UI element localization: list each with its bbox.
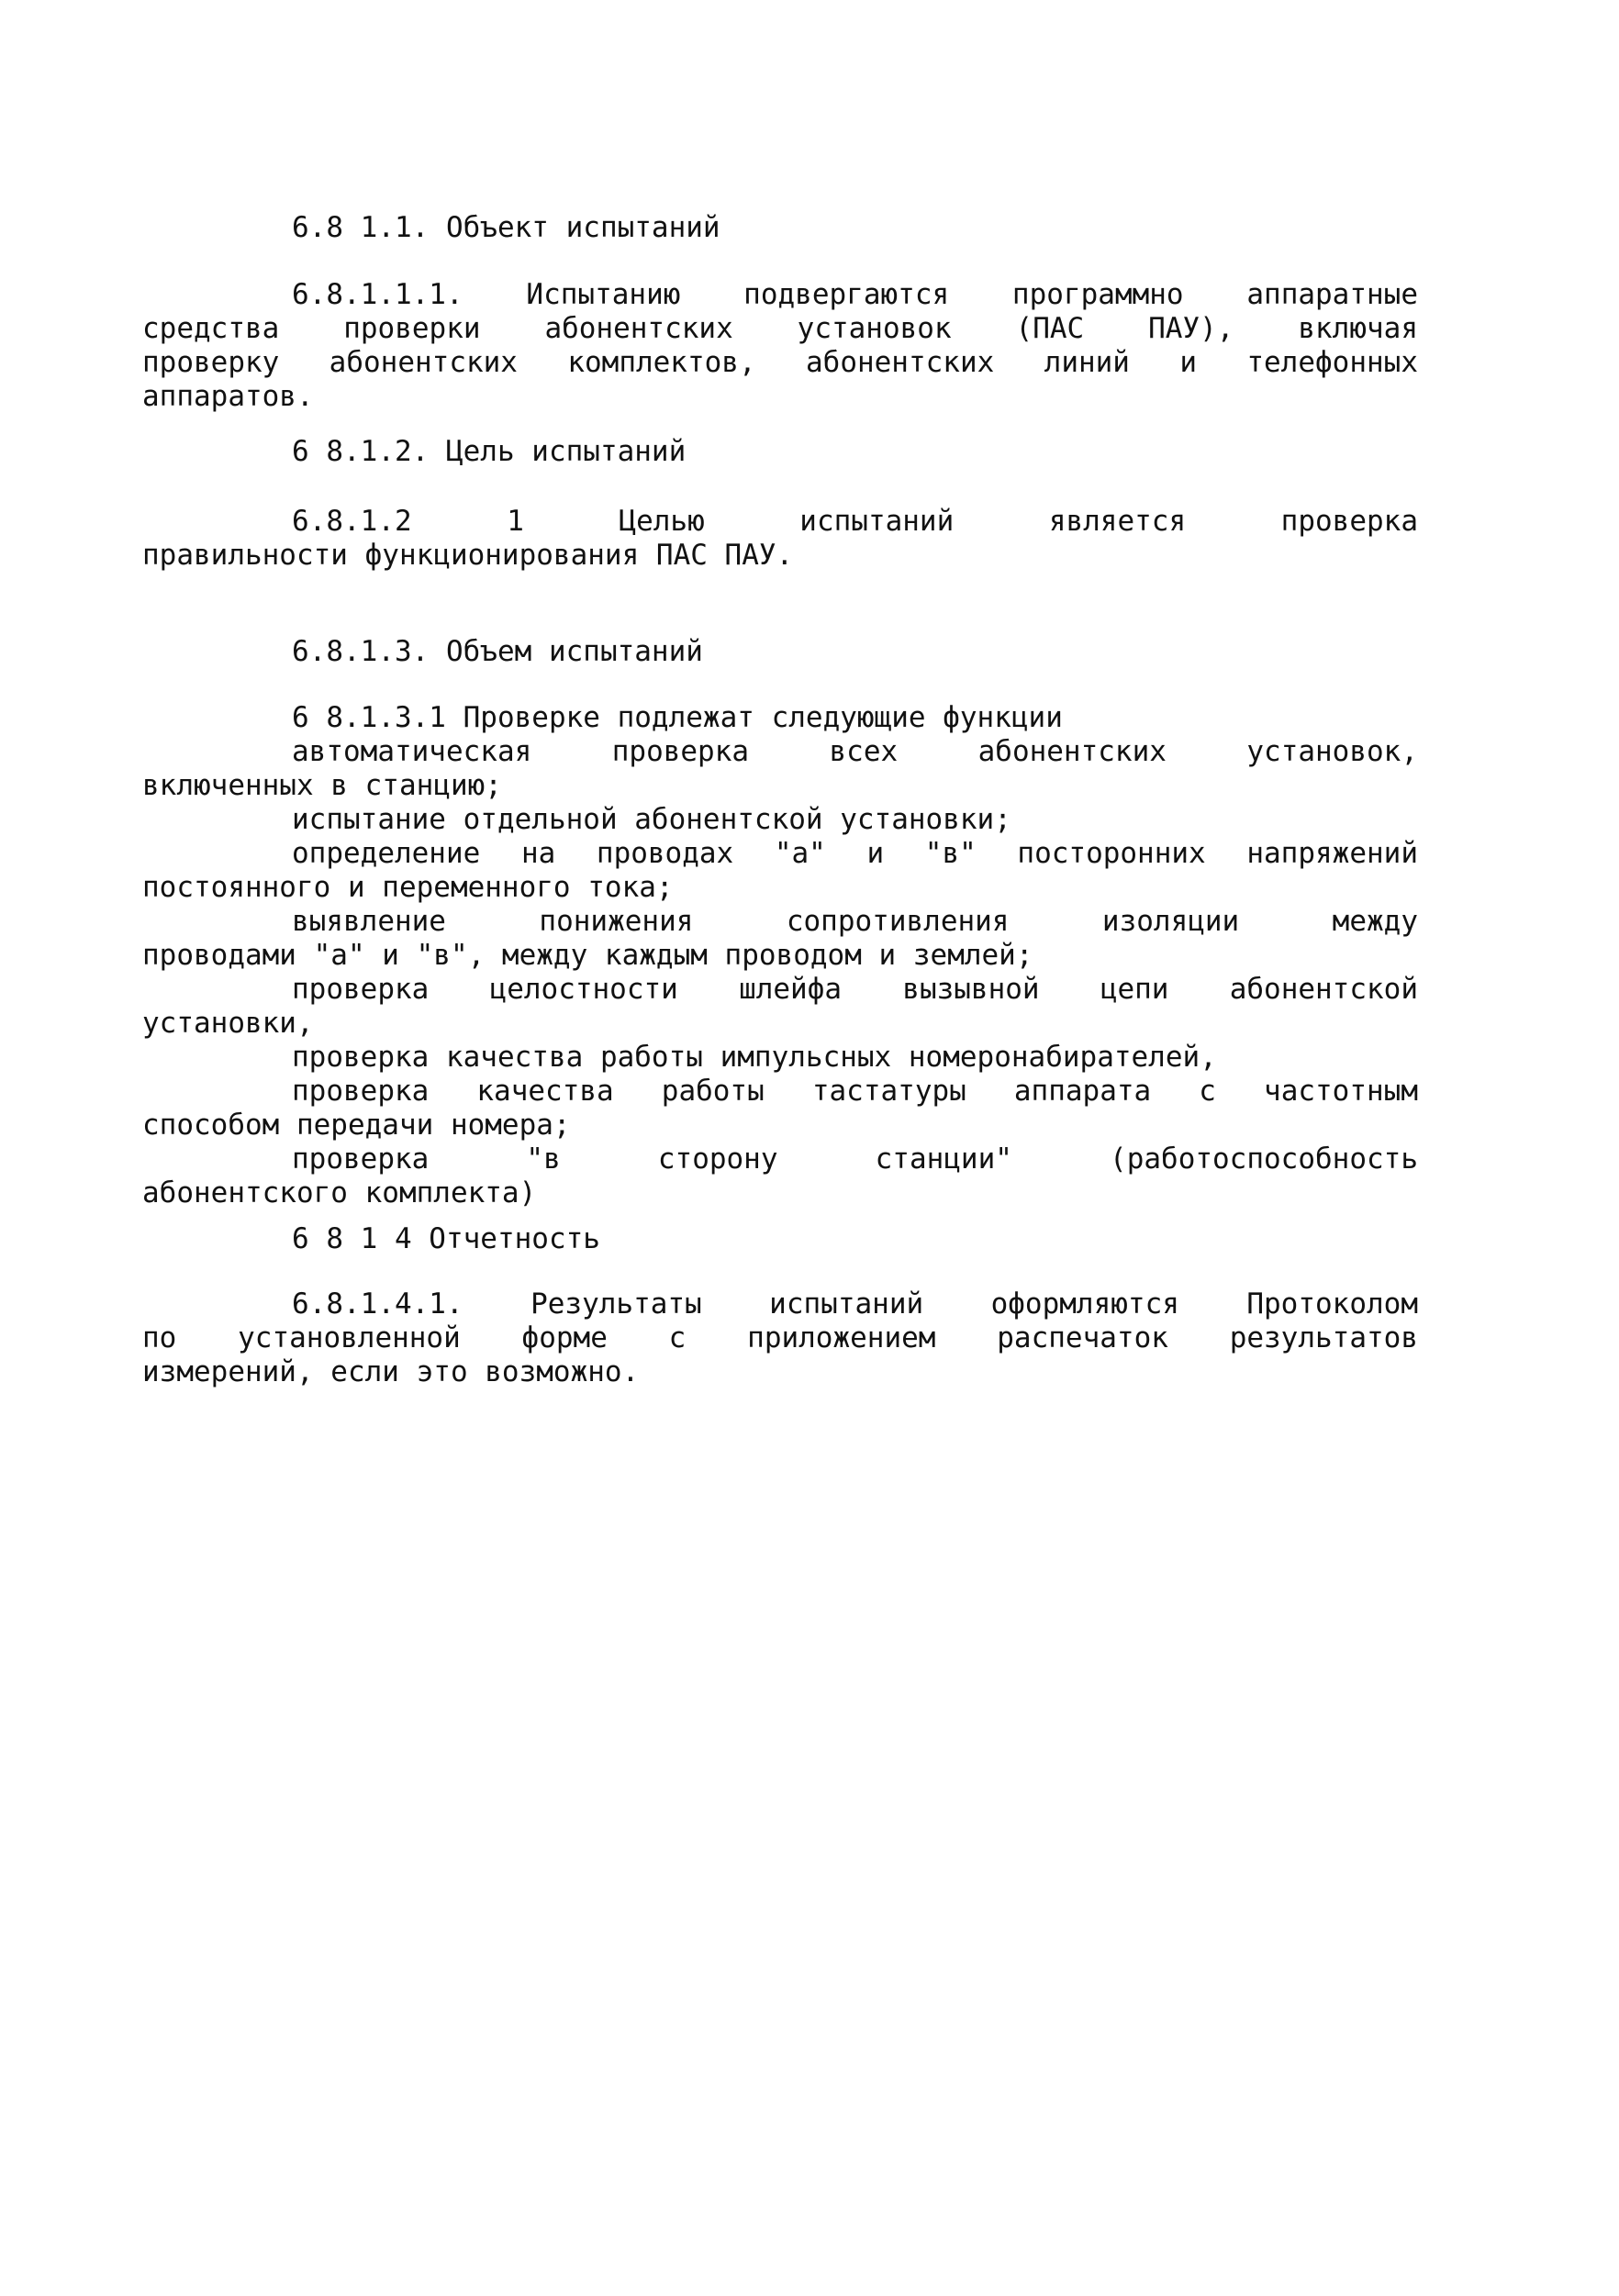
- paragraph-line: 6.8.1.4.1. Результаты испытаний оформляются Протоколом: [292, 1287, 1418, 1321]
- paragraph-line: установки,: [142, 1007, 314, 1040]
- paragraph-line: проверку абонентских комплектов, абонентских линий и телефонных: [142, 346, 1418, 379]
- paragraph-line: постоянного и переменного тока;: [142, 871, 674, 904]
- paragraph-line: автоматическая проверка всех абонентских установок,: [292, 735, 1418, 768]
- paragraph-reporting: [142, 1287, 1418, 1389]
- paragraph-line: включенных в станцию;: [142, 769, 502, 802]
- paragraph-line: абонентского комплекта): [142, 1176, 537, 1209]
- paragraph-line: аппаратов.: [142, 380, 314, 413]
- paragraph-line: испытание отдельной абонентской установки;: [292, 803, 1011, 836]
- section-heading-object: [142, 211, 1418, 245]
- paragraph-line: по установленной форме с приложением распечаток результатов: [142, 1321, 1418, 1354]
- heading-text: 6.8.1.3. Объем испытаний: [292, 635, 703, 668]
- paragraph-line: проверка качества работы импульсных номеронабирателей,: [292, 1041, 1217, 1074]
- paragraph-line: проверка качества работы тастатуры аппарата с частотным: [292, 1075, 1418, 1108]
- paragraph-line: выявление понижения сопротивления изоляции между: [292, 905, 1418, 938]
- paragraph-line: средства проверки абонентских установок (ПАС ПАУ), включая: [142, 312, 1418, 345]
- paragraph-line: 6 8.1.3.1 Проверке подлежат следующие функции: [292, 701, 1063, 734]
- paragraph-line: правильности функционирования ПАС ПАУ.: [142, 539, 794, 572]
- heading-text: 6.8 1.1. Объект испытаний: [292, 211, 720, 244]
- paragraph-line: проводами "а" и "в", между каждым проводом и землей;: [142, 939, 1033, 972]
- paragraph-line: проверка "в сторону станции" (работоспособность: [292, 1142, 1418, 1176]
- paragraph-line: определение на проводах "а" и "в" посторонних напряжений: [292, 837, 1418, 870]
- paragraph-scope: [142, 701, 1418, 1210]
- paragraph-line: способом передачи номера;: [142, 1109, 571, 1142]
- paragraph-object: [142, 278, 1418, 414]
- heading-text: 6 8 1 4 Отчетность: [292, 1222, 600, 1255]
- section-heading-reporting: [142, 1222, 1418, 1256]
- heading-text: 6 8.1.2. Цель испытаний: [292, 435, 687, 468]
- section-heading-goal: [142, 435, 1418, 469]
- paragraph-line: проверка целостности шлейфа вызывной цепи абонентской: [292, 973, 1418, 1006]
- paragraph-line: 6.8.1.2 1 Целью испытаний является проверка: [292, 505, 1418, 538]
- section-heading-scope: [142, 635, 1418, 669]
- paragraph-line: 6.8.1.1.1. Испытанию подвергаются программно аппаратные: [292, 278, 1418, 311]
- paragraph-line: измерений, если это возможно.: [142, 1355, 640, 1388]
- paragraph-goal: [142, 505, 1418, 573]
